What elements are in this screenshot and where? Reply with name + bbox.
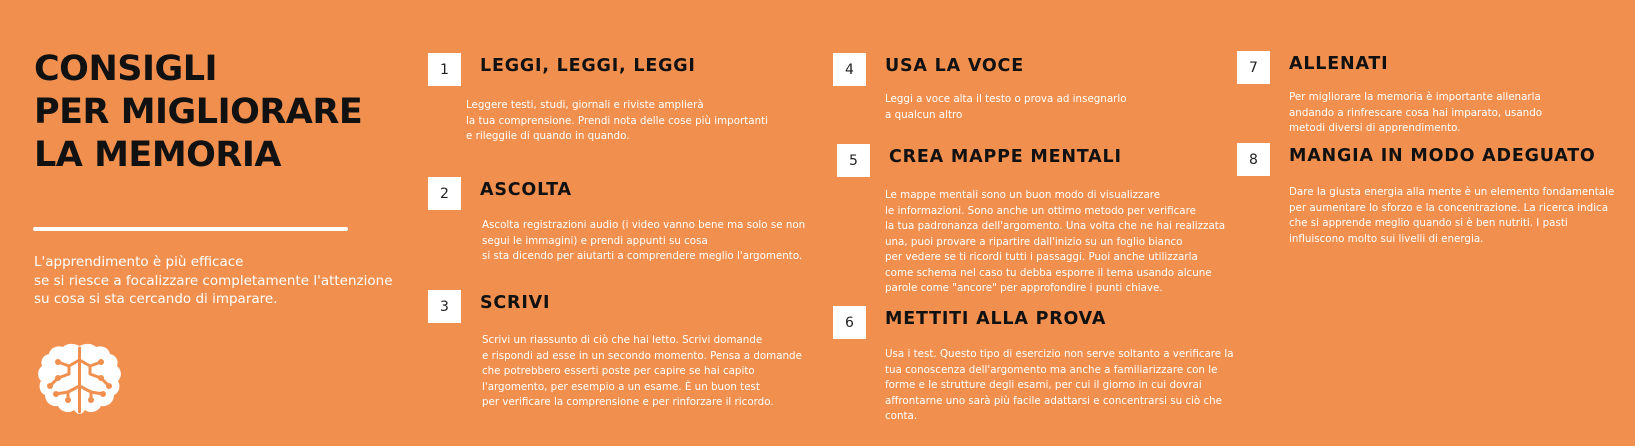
tip-body-line: che potrebbero esserti poste per capire se hai capito [482, 365, 755, 377]
tip-body-line: per vedere se ti ricordi tutti i passaggi. Puoi anche utilizzarla [885, 251, 1198, 263]
tip-body-line: si sta dicendo per aiutarti a comprendere meglio l'argomento. [482, 250, 803, 262]
tip-number: 1 [428, 53, 461, 86]
tip-body [466, 98, 768, 145]
tip-body-line: l'argomento, per esempio a un esame. È un buon test [482, 380, 760, 393]
tip-title: ASCOLTA [480, 180, 572, 200]
tip-body-line: Per migliorare la memoria è importante allenarla [1289, 91, 1541, 103]
tip-body-line: e rispondi ad esse in un secondo momento. Pensa a domande [482, 349, 802, 362]
tip-body-line: parole come "ancore" per approfondire i punti chiave. [885, 282, 1163, 294]
tip-body [885, 188, 1225, 297]
tip-title: ALLENATI [1289, 54, 1389, 74]
tip-body [885, 92, 1127, 123]
tip-body-line: una, puoi provare a ripartire dall'inizio su un foglio bianco [885, 235, 1183, 248]
tip-body-line: a qualcun altro [885, 108, 963, 121]
tip-body [885, 347, 1234, 425]
page-title-line: CONSIGLI [34, 49, 218, 89]
tip-body [482, 218, 805, 265]
tip-body-line: metodi diversi di apprendimento. [1289, 122, 1461, 134]
tip-body-line: Dare la giusta energia alla mente è un elemento fondamentale [1289, 186, 1615, 198]
tip-body-line: per verificare la comprensione e per rinforzare il ricordo. [482, 396, 774, 408]
tip-number: 5 [837, 144, 870, 177]
tip-body-line: Scrivi un riassunto di ciò che hai letto. Scrivi domande [482, 334, 763, 346]
tip-body-line: Leggere testi, studi, giornali e riviste amplierà [466, 99, 704, 111]
title-divider [33, 227, 348, 231]
tip-body-line: la tua comprensione. Prendi nota delle cose più importanti [466, 114, 768, 127]
tip-number: 4 [833, 53, 866, 86]
tip-body-line: forme e le strutture degli esami, per cui il giorno in cui dovrai [885, 379, 1202, 391]
tip-body-line: e rileggile di quando in quando. [466, 130, 630, 142]
tip-body [1289, 90, 1542, 137]
tip-body-line: segui le immagini) e prendi appunti su cosa [482, 234, 708, 247]
tip-body-line: le informazioni. Sono anche un ottimo metodo per verificare [885, 204, 1196, 217]
tip-title: MANGIA IN MODO ADEGUATO [1289, 146, 1596, 166]
tip-title: METTITI ALLA PROVA [885, 309, 1107, 329]
brain-icon [36, 342, 123, 415]
tip-body-line: influiscono molto sui livelli di energia. [1289, 232, 1484, 245]
tip-title: SCRIVI [480, 293, 551, 313]
intro-line: L'apprendimento è più efficace [34, 254, 244, 270]
tip-body [1289, 185, 1614, 247]
tip-number: 3 [428, 290, 461, 323]
tip-body [482, 333, 802, 411]
tip-number: 2 [428, 177, 461, 210]
page-title-line: LA MEMORIA [34, 135, 281, 175]
tip-title: LEGGI, LEGGI, LEGGI [480, 56, 696, 76]
intro-text [34, 253, 393, 309]
tip-number: 8 [1237, 143, 1270, 176]
intro-line: su cosa si sta cercando di imparare. [34, 291, 278, 307]
tip-body-line: affrontarne uno sarà più facile adattarsi e concentrarsi su ciò che [885, 394, 1222, 407]
tip-body-line: la tua padronanza dell'argomento. Una volta che ne hai realizzata [885, 220, 1226, 232]
tip-number: 6 [833, 306, 866, 339]
tip-body-line: Leggi a voce alta il testo o prova ad insegnarlo [885, 93, 1127, 105]
tip-body-line: come schema nel caso tu debba esporre il tema usando alcune [885, 266, 1212, 279]
tip-body-line: andando a rinfrescare cosa hai imparato, usando [1289, 106, 1543, 119]
tip-title: USA LA VOCE [885, 56, 1024, 76]
tip-body-line: tua conoscenza dell'argomento ma anche a familiarizzare con le [885, 363, 1218, 376]
tip-body-line: che si apprende meglio quando si è ben nutriti. I pasti [1289, 217, 1568, 229]
intro-line: se si riesce a focalizzare completamente l'attenzione [34, 272, 393, 289]
tip-body-line: Usa i test. Questo tipo di esercizio non serve soltanto a verificare la [885, 348, 1234, 360]
tip-body-line: Ascolta registrazioni audio (i video vanno bene ma solo se non [482, 219, 806, 231]
tip-title: CREA MAPPE MENTALI [889, 147, 1122, 167]
tip-body-line: Le mappe mentali sono un buon modo di visualizzare [885, 189, 1161, 201]
tip-number: 7 [1237, 51, 1270, 84]
tip-body-line: per aumentare lo sforzo e la concentrazione. La ricerca indica [1289, 201, 1609, 214]
page-title-line: PER MIGLIORARE [34, 92, 363, 132]
page-title [34, 48, 374, 177]
tip-body-line: conta. [885, 410, 918, 422]
